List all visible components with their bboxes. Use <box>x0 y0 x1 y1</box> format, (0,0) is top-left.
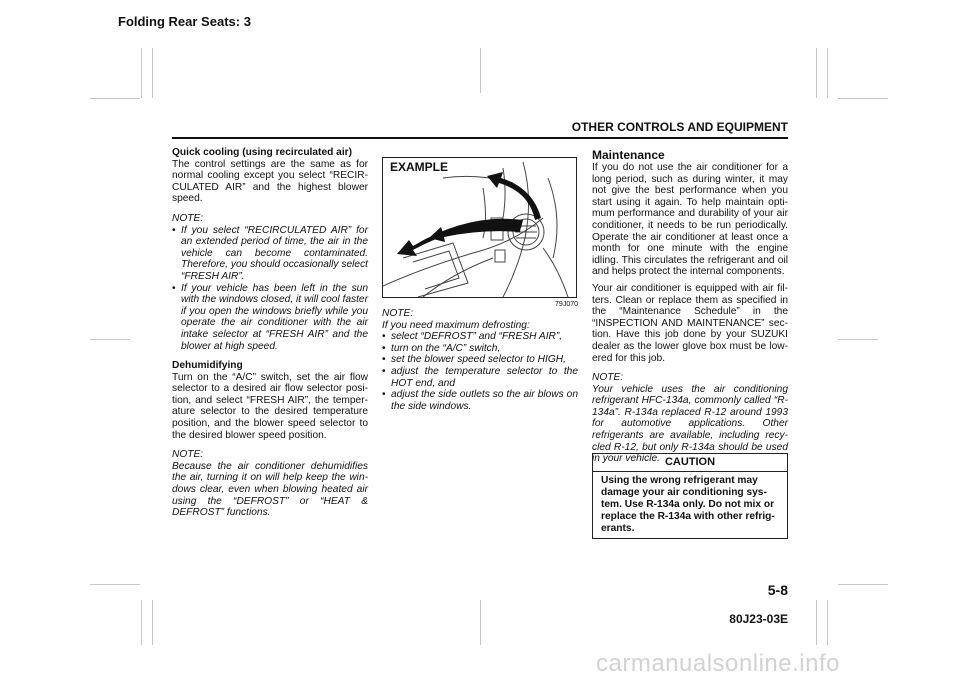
note-item: • adjust the side outlets so the air blows on the side windows. <box>382 389 578 412</box>
side-vent-illustration <box>383 158 576 297</box>
note-item: • If you select “RECIRCULATED AIR” for an extended period of time, the air in the vehicle can become contaminated. Therefore, you should occasionally select “FRESH AIR”. <box>172 225 368 283</box>
quick-cooling-title: Quick cooling (using recirculated air) <box>172 147 353 158</box>
crop-mark <box>90 584 140 585</box>
section-title: OTHER CONTROLS AND EQUIPMENT <box>571 120 788 134</box>
note-list <box>382 331 578 412</box>
maintenance-para-2: Your air conditioner is equipped with air fil-ters. Clean or replace them as specified in the “Maintenance Schedule” in the “INSPECTION AND MAINTENANCE” sec-tion. Have this job done by your SUZUKI dealer as the lower glove box must be low-ered for this job. <box>592 282 788 364</box>
crop-mark <box>152 600 153 645</box>
note-item: • If your vehicle has been left in the sun with the windows closed, it will cool faster if you open the windows briefly while you operate the air conditioner with the air intake selector at “FRESH AIR” and the blower at high speed. <box>172 283 368 353</box>
note-item: • turn on the “A/C” switch, <box>382 343 578 355</box>
watermark: carmanualsonline.info <box>596 650 840 677</box>
figure-code: 79J070 <box>555 301 578 308</box>
page-number: 5-8 <box>767 582 788 598</box>
quick-cooling-body: The control settings are the same as for normal cooling except you select “RECIR-CULATED AIR” and the highest blower speed. <box>172 158 368 205</box>
crop-mark <box>152 48 153 98</box>
column-right <box>592 148 788 465</box>
note-label: NOTE: <box>172 212 204 224</box>
crop-mark <box>141 48 142 98</box>
dehumidifying-body: Turn on the “A/C” switch, set the air flow selector to a desired air flow selector posi-tion, and select “FRESH AIR”, the temper-ature selector to the desired temperature position, and the blower speed selector to the desired blower speed position. <box>172 371 368 441</box>
caution-body: Using the wrong refrigerant may damage your air conditioning sys-tem. Use R-134a only. Do not mix or replace the R-134a with other refrig-erants. <box>601 475 775 534</box>
caution-title: CAUTION <box>593 454 787 472</box>
crop-mark <box>816 48 817 98</box>
crop-mark <box>827 600 828 645</box>
running-title: Folding Rear Seats: 3 <box>118 14 251 29</box>
crop-mark <box>827 48 828 98</box>
note-intro: If you need maximum defrosting: <box>382 319 530 331</box>
note-body: Because the air conditioner dehumidifies the air, turning it on will help keep the win-dows clear, even when blowing heated air using the “DEFROST” or “HEAT & DEFROST” functions. <box>172 460 368 519</box>
crop-mark <box>838 584 888 585</box>
note-label: NOTE: <box>172 449 204 461</box>
note-item: • set the blower speed selector to HIGH, <box>382 354 578 366</box>
crop-mark <box>141 600 142 645</box>
crop-mark <box>838 98 888 99</box>
crop-mark <box>90 339 130 340</box>
note-item: • select “DEFROST” and “FRESH AIR”, <box>382 331 578 343</box>
column-middle <box>382 308 578 412</box>
crop-mark <box>90 98 140 99</box>
crop-mark <box>838 339 878 340</box>
crop-mark <box>480 600 481 645</box>
dehumidifying-title: Dehumidifying <box>172 360 243 372</box>
crop-mark <box>816 600 817 645</box>
header-rule <box>172 137 788 139</box>
note-list <box>172 225 368 353</box>
maintenance-para-1: If you do not use the air conditioner for a long period, such as during winter, it may not give the best performance when you start using it again. To help maintain opti-mum performance and durability of your air conditioner, it needs to be run periodically. Operate the air conditioner at least once a month for one minute with the engine idling. This circulates the refrigerant and oil and helps protect the internal components. <box>592 162 788 278</box>
crop-mark <box>480 48 481 93</box>
note-label: NOTE: <box>592 372 624 384</box>
figure-label: EXAMPLE <box>390 160 449 174</box>
note-body: Your vehicle uses the air conditioning refrigerant HFC-134a, commonly called “R-134a”. R-134a replaced R-12 around 1993 for automotive applications. Other refrigerants are available, including recy-cled R-12, but only R-134a should be used in your vehicle. <box>592 383 788 465</box>
column-left <box>172 147 368 519</box>
maintenance-title: Maintenance <box>592 148 665 162</box>
document-code: 80J23-03E <box>729 612 788 626</box>
note-item: • adjust the temperature selector to the HOT end, and <box>382 366 578 389</box>
note-label: NOTE: <box>382 308 414 319</box>
caution-box <box>592 453 788 539</box>
